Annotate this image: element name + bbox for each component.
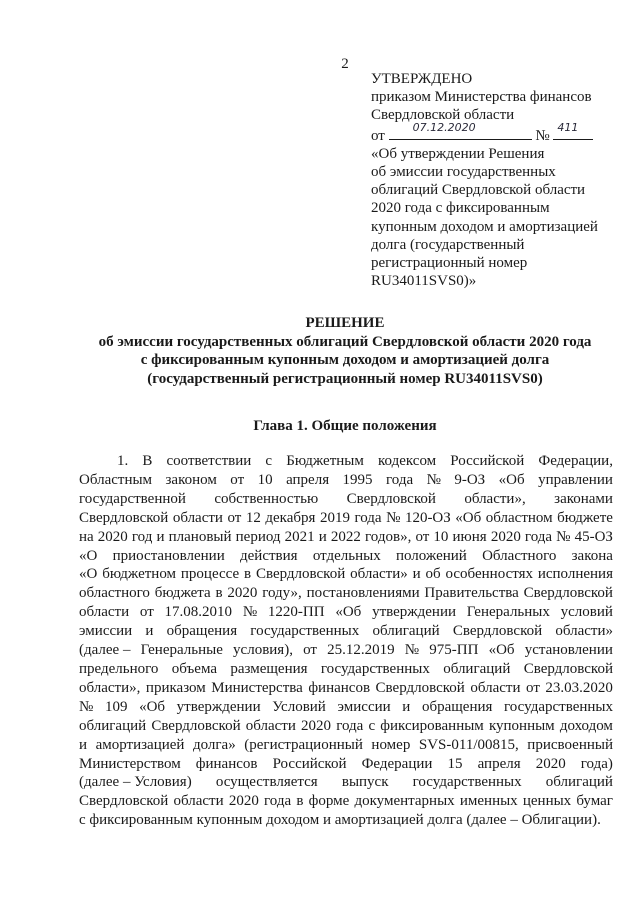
word: в	[296, 793, 304, 810]
word: 2020	[227, 585, 258, 602]
page-number: 2	[341, 56, 349, 72]
word: Министерством	[79, 755, 181, 772]
word: условия),	[233, 642, 293, 659]
word: эмиссии	[337, 698, 391, 715]
word: Областного	[482, 547, 557, 564]
word: номер	[371, 736, 411, 753]
word: Свердловской	[523, 660, 613, 677]
word: области	[245, 717, 296, 734]
approval-line: регистрационный номер	[371, 255, 528, 272]
word: и	[318, 528, 327, 545]
word: 120-ОЗ	[404, 509, 451, 526]
word: 1995	[342, 471, 373, 488]
word: финансов	[195, 755, 258, 772]
word: года	[524, 528, 553, 545]
approval-line: об эмиссии государственных	[371, 164, 556, 181]
paragraph-line	[79, 755, 613, 774]
paragraph-line	[79, 565, 613, 584]
word: установлении	[524, 642, 613, 659]
paragraph-line	[79, 528, 613, 547]
word: в	[215, 585, 223, 602]
word: 25.12.2019	[327, 642, 395, 659]
word: от	[139, 604, 154, 621]
word: период	[235, 528, 281, 545]
word: государственных	[250, 623, 360, 640]
word: постановлениями	[306, 585, 420, 602]
word: особенностях	[445, 566, 533, 583]
word: Российской	[450, 453, 525, 469]
word: 45-ОЗ	[574, 528, 613, 545]
word: от	[230, 471, 245, 488]
word: управлении	[538, 471, 613, 488]
word: бюджета	[154, 585, 211, 602]
word: Областным	[79, 471, 153, 488]
word: SVS-011/00815,	[418, 736, 519, 753]
approval-line: «Об утверждении Решения	[371, 145, 545, 162]
word: 10	[257, 471, 273, 488]
word: облигаций	[545, 774, 613, 791]
word: 9-ОЗ	[454, 471, 486, 488]
word: об	[425, 566, 441, 583]
word: 2020	[97, 528, 128, 545]
word: 109	[104, 698, 128, 715]
word: Свердловской	[151, 717, 241, 734]
word: области»	[555, 623, 613, 640]
word: приостановлении	[112, 547, 225, 564]
word: и	[156, 528, 165, 545]
approval-line: долга (государственный	[371, 236, 525, 253]
word: году»,	[262, 585, 302, 602]
word: осуществляется	[215, 774, 318, 791]
word: от	[415, 528, 430, 545]
decision-subtitle-line: (государственный регистрационный номер RU34011SVS0)	[147, 370, 543, 387]
decision-subtitle-line: об эмиссии государственных облигаций Свердловской области 2020 года	[98, 333, 592, 350]
word: кодексом	[378, 453, 437, 469]
word: 10	[433, 528, 449, 545]
word: бумаг	[576, 793, 613, 810]
word: доходом	[559, 717, 613, 734]
word: и	[79, 736, 88, 753]
word: от	[227, 509, 242, 526]
word: год	[131, 528, 153, 545]
word: от	[526, 679, 540, 696]
word: Свердловской	[255, 566, 346, 583]
word: В	[142, 453, 153, 469]
decision-subtitle-line: с фиксированным купонным доходом и амортизацией долга	[140, 352, 550, 368]
word: соответствии	[166, 453, 252, 469]
paragraph-line	[79, 736, 613, 755]
chapter-title: Глава 1. Общие положения	[253, 418, 437, 434]
paragraph-line	[79, 641, 613, 660]
paragraph-line	[79, 509, 613, 528]
word: 2019	[319, 509, 350, 526]
word: фиксированным	[380, 717, 484, 734]
date-prefix: от	[371, 127, 385, 144]
word: 1220-ПП	[267, 604, 325, 621]
word: 12	[245, 509, 261, 526]
word: №	[556, 528, 571, 545]
word: Свердловской	[79, 793, 169, 810]
word: Федерации,	[538, 453, 613, 469]
word: 2021	[284, 528, 315, 545]
word: исполнения	[537, 566, 613, 583]
word: декабря	[265, 509, 316, 526]
word: долга»	[192, 736, 236, 753]
word: Свердловской	[452, 623, 543, 640]
word: действия	[240, 547, 298, 564]
paragraph-line	[79, 622, 613, 641]
word: областного	[79, 585, 150, 602]
word: 975-ПП	[429, 642, 479, 659]
word: 2020	[228, 793, 259, 810]
word: апреля	[286, 471, 330, 488]
approval-line: Свердловской области	[371, 107, 515, 124]
word: эмиссии	[79, 623, 133, 640]
word: Условий	[272, 698, 326, 715]
paragraph-line	[79, 679, 613, 698]
word: государственных	[504, 698, 613, 715]
word: областном	[485, 509, 553, 526]
word: приказом	[145, 679, 206, 696]
word: именных	[459, 793, 518, 810]
paragraph-line	[79, 584, 613, 603]
word: бюджетном	[102, 566, 177, 583]
word: апреля	[477, 755, 521, 772]
paragraph-line	[79, 811, 613, 830]
word: июня	[452, 528, 487, 545]
approval-line: купонным доходом и амортизацией	[371, 218, 598, 235]
word: года	[264, 793, 292, 810]
word: «Об	[455, 509, 482, 526]
word: годов»,	[365, 528, 412, 545]
approval-line: приказом Министерства финансов	[371, 89, 592, 106]
paragraph-line	[79, 717, 613, 736]
word: законом	[165, 471, 217, 488]
word: отдельных	[312, 547, 381, 564]
paragraph-1	[79, 452, 613, 830]
word: Министерства	[211, 679, 303, 696]
word: закона	[571, 547, 613, 564]
word: ценных	[522, 793, 572, 810]
word: №	[79, 698, 94, 715]
word: положений	[395, 547, 467, 564]
word: от	[303, 642, 317, 659]
word: Федерации	[361, 755, 433, 772]
word: плановый	[168, 528, 232, 545]
word: с	[368, 717, 376, 734]
word: финансов	[308, 679, 371, 696]
approval-block	[371, 70, 621, 290]
word: области	[173, 793, 224, 810]
word: «Об	[139, 698, 166, 715]
word: 2020	[535, 755, 566, 772]
word: 23.03.2020	[545, 679, 613, 696]
word: объема	[171, 660, 217, 677]
approval-line: 2020 года с фиксированным	[371, 200, 550, 217]
word: года	[386, 471, 414, 488]
word: купонным	[488, 717, 555, 734]
word: государственной	[79, 490, 186, 507]
word: государственных	[320, 660, 430, 677]
paragraph-line	[79, 603, 613, 622]
word: года	[336, 717, 364, 734]
number-sign: №	[535, 127, 550, 144]
paragraph-line	[79, 452, 613, 471]
word: государственных	[412, 774, 522, 791]
approval-line: RU34011SVS0)»	[371, 273, 477, 290]
paragraph-line	[79, 547, 613, 566]
word: 15	[447, 755, 463, 772]
word: Свердловской	[346, 490, 436, 507]
approval-date-line	[371, 121, 621, 145]
word: области	[172, 509, 223, 526]
word: области»	[350, 566, 408, 583]
word: утверждении	[176, 698, 261, 715]
word: №	[426, 471, 441, 488]
paragraph-line	[79, 773, 613, 792]
word: области	[470, 679, 521, 696]
word: Генеральных	[466, 604, 550, 621]
word: «Об	[335, 604, 362, 621]
word: Правительства	[424, 585, 519, 602]
word: законами	[554, 490, 613, 507]
word: форме	[308, 793, 350, 810]
word: 2020	[490, 528, 521, 545]
word: обращения	[166, 623, 238, 640]
date-field	[389, 121, 532, 140]
word: и	[145, 623, 154, 640]
handwritten-date: 07.12.2020	[412, 121, 476, 135]
approval-line: облигаций Свердловской области	[371, 182, 586, 199]
word: присвоенный	[527, 736, 613, 753]
word: процессе	[180, 566, 240, 583]
word: «Об	[498, 471, 525, 488]
word: области»,	[79, 679, 141, 696]
word: «О	[79, 547, 98, 564]
word: утверждении	[372, 604, 457, 621]
handwritten-number: 411	[557, 121, 579, 135]
word: Свердловской	[79, 509, 169, 526]
word: Свердловской	[523, 585, 613, 602]
word: собственностью	[214, 490, 319, 507]
word: 17.08.2010	[164, 604, 233, 621]
word: и	[412, 566, 421, 583]
decision-title	[60, 314, 630, 388]
word: с фиксированным купонным доходом и амортизацией долга (далее – Облигации).	[79, 812, 601, 829]
decision-heading: РЕШЕНИЕ	[305, 315, 385, 331]
word: Российской	[272, 755, 347, 772]
word: (далее – Условия)	[79, 774, 192, 791]
word: с	[265, 453, 273, 469]
word: облигаций	[443, 660, 511, 677]
paragraph-line	[79, 490, 613, 509]
word: бюджете	[557, 509, 613, 526]
word: 2020	[301, 717, 332, 734]
word: амортизацией	[95, 736, 185, 753]
word: 1.	[117, 453, 129, 469]
word: (далее –	[79, 642, 131, 659]
word: и	[402, 698, 411, 715]
word: условий	[560, 604, 613, 621]
word: «Об	[488, 642, 515, 659]
word: размещения	[230, 660, 308, 677]
word: на	[79, 528, 94, 545]
word: (регистрационный	[244, 736, 363, 753]
word: области	[79, 604, 130, 621]
word: 2022	[330, 528, 361, 545]
word: года)	[580, 755, 613, 772]
word: области»,	[464, 490, 526, 507]
word: №	[404, 642, 420, 659]
word: Бюджетным	[286, 453, 364, 469]
word: года	[354, 509, 382, 526]
word: Генеральные	[140, 642, 223, 659]
word: №	[242, 604, 258, 621]
word: «О	[79, 566, 98, 583]
paragraph-line	[79, 660, 613, 679]
paragraph-line	[79, 471, 613, 490]
word: Свердловской	[375, 679, 465, 696]
word: выпуск	[341, 774, 389, 791]
word: облигаций	[79, 717, 147, 734]
word: №	[386, 509, 401, 526]
paragraph-line	[79, 792, 613, 811]
approval-heading: УТВЕРЖДЕНО	[371, 71, 473, 87]
number-field	[553, 121, 593, 140]
word: в	[244, 566, 252, 583]
word: обращения	[421, 698, 493, 715]
word: предельного	[79, 660, 159, 677]
paragraph-line	[79, 698, 613, 717]
word: документарных	[354, 793, 455, 810]
word: облигаций	[372, 623, 440, 640]
